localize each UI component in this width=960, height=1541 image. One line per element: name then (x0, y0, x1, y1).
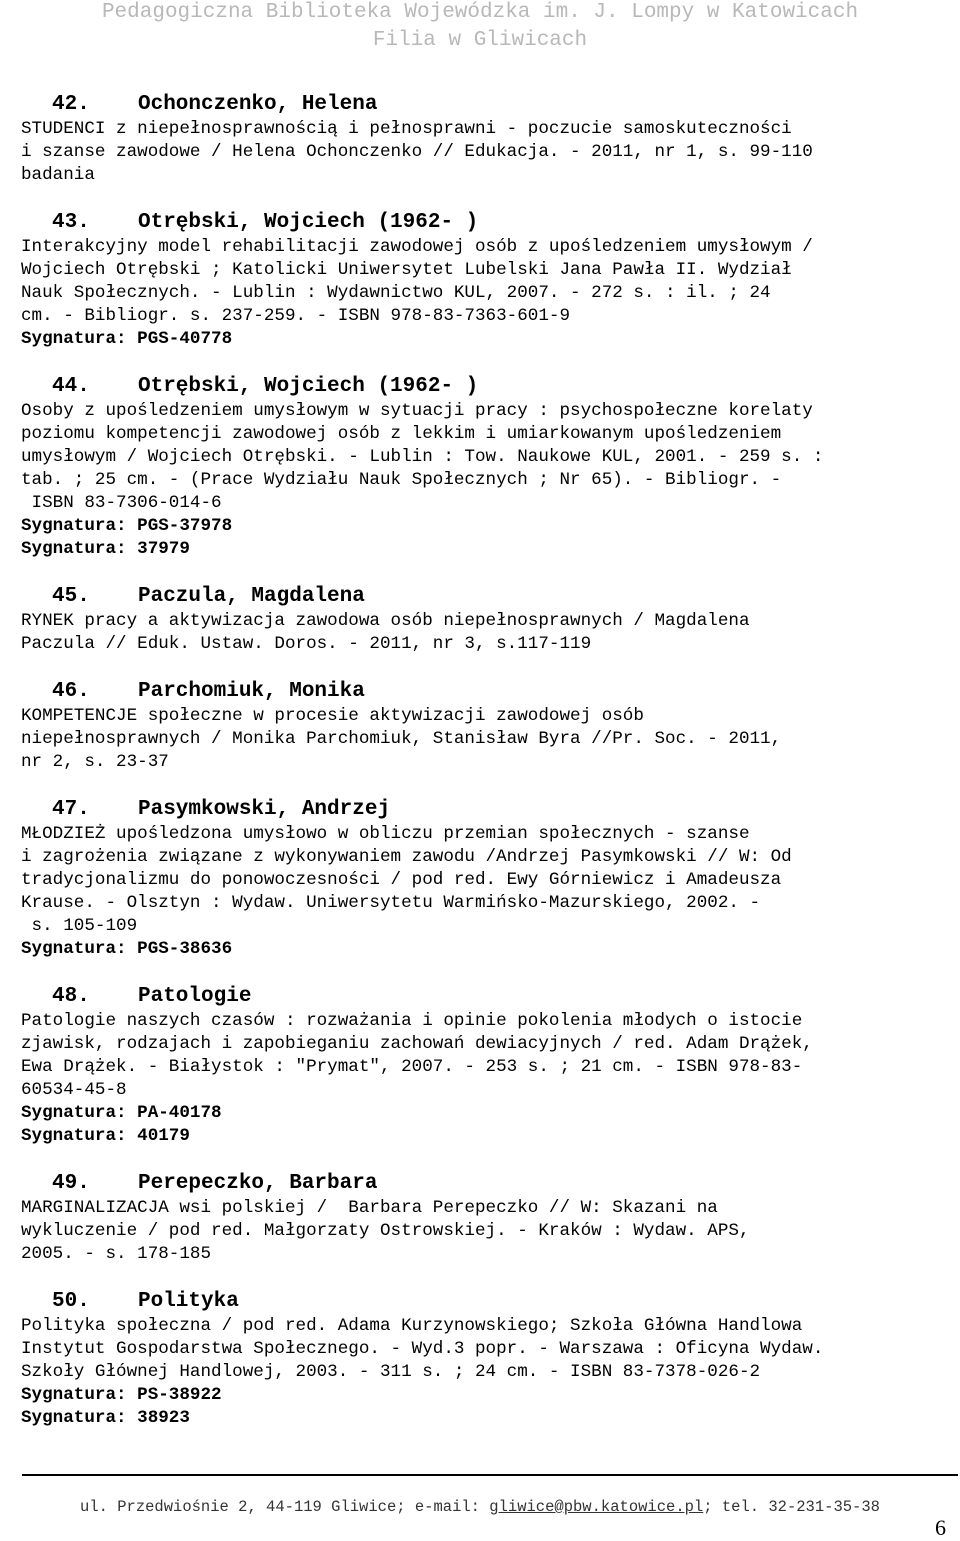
entry-number: 47. (52, 798, 90, 821)
entry-description-line: Wojciech Otrębski ; Katolicki Uniwersytet Lubelski Jana Pawła II. Wydział (21, 260, 792, 280)
entry-description-line: poziomu kompetencji zawodowej osób z lekkim i umiarkowanym upośledzeniem (21, 424, 782, 444)
footer-email-link[interactable]: gliwice@pbw.katowice.pl (489, 1498, 704, 1516)
bibliography-entry (21, 374, 941, 561)
entry-heading (21, 797, 941, 823)
entry-heading (21, 210, 941, 236)
entry-heading (21, 92, 941, 118)
entry-description-line: Patologie naszych czasów : rozważania i opinie pokolenia młodych o istocie (21, 1011, 803, 1031)
entry-signature: Sygnatura: PS-38922 (21, 1385, 222, 1405)
entry-description-line: 2005. - s. 178-185 (21, 1244, 212, 1264)
entry-signature: Sygnatura: PA-40178 (21, 1103, 222, 1123)
page-footer (0, 1496, 960, 1518)
entry-heading (21, 984, 941, 1010)
entry-description-line: niepełnosprawnych / Monika Parchomiuk, Stanisław Byra //Pr. Soc. - 2011, (21, 729, 782, 749)
entry-signature: Sygnatura: PGS-37978 (21, 516, 233, 536)
bibliography-entry (21, 1289, 941, 1430)
entry-heading (21, 679, 941, 705)
entry-description-line: Interakcyjny model rehabilitacji zawodowej osób z upośledzeniem umysłowym / (21, 237, 813, 257)
bibliography-entry (21, 584, 941, 656)
entry-author: Perepeczko, Barbara (138, 1172, 378, 1195)
entry-heading (21, 1289, 941, 1315)
entry-number: 45. (52, 585, 90, 608)
entry-description-line: MŁODZIEŻ upośledzona umysłowo w obliczu przemian społecznych - szanse (21, 824, 750, 844)
page-header (0, 0, 960, 55)
entry-signature: Sygnatura: 40179 (21, 1126, 190, 1146)
bibliography-entry (21, 984, 941, 1148)
entry-description-line: KOMPETENCJE społeczne w procesie aktywizacji zawodowej osób (21, 706, 644, 726)
bibliography-entry (21, 679, 941, 774)
entry-description-line: STUDENCI z niepełnosprawnością i pełnosprawni - poczucie samoskuteczności (21, 119, 792, 139)
entry-description-line: tradycjonalizmu do ponowoczesności / pod red. Ewy Górniewicz i Amadeusza (21, 870, 782, 890)
entry-description-line: i zagrożenia związane z wykonywaniem zawodu /Andrzej Pasymkowski // W: Od (21, 847, 792, 867)
bibliography-entry (21, 797, 941, 961)
entry-number: 43. (52, 211, 90, 234)
entry-description-line: Polityka społeczna / pod red. Adama Kurzynowskiego; Szkoła Główna Handlowa (21, 1316, 803, 1336)
entry-description-line: Instytut Gospodarstwa Społecznego. - Wyd.3 popr. - Warszawa : Oficyna Wydaw. (21, 1339, 824, 1359)
entry-author: Pasymkowski, Andrzej (138, 798, 391, 821)
bibliography-list (21, 92, 941, 1453)
entry-author: Parchomiuk, Monika (138, 680, 365, 703)
entry-heading (21, 374, 941, 400)
entry-number: 46. (52, 680, 90, 703)
entry-description-line: Krause. - Olsztyn : Wydaw. Uniwersytetu Warmińsko-Mazurskiego, 2002. - (21, 893, 761, 913)
entry-number: 48. (52, 985, 90, 1008)
bibliography-entry (21, 92, 941, 187)
entry-author: Patologie (138, 985, 252, 1008)
entry-description-line: zjawisk, rodzajach i zapobieganiu zachowań dewiacyjnych / red. Adam Drążek, (21, 1034, 813, 1054)
entry-description-line: i szanse zawodowe / Helena Ochonczenko // Edukacja. - 2011, nr 1, s. 99-110 (21, 142, 813, 162)
entry-description-line: umysłowym / Wojciech Otrębski. - Lublin : Tow. Naukowe KUL, 2001. - 259 s. : (21, 447, 824, 467)
header-library-name: Pedagogiczna Biblioteka Wojewódzka im. J. Lompy w Katowicach (101, 1, 859, 24)
entry-description-line: ISBN 83-7306-014-6 (21, 493, 222, 513)
page-number: 6 (935, 1515, 946, 1540)
entry-description-line: 60534-45-8 (21, 1080, 127, 1100)
entry-heading (21, 584, 941, 610)
entry-description-line: nr 2, s. 23-37 (21, 752, 169, 772)
entry-number: 50. (52, 1290, 90, 1313)
entry-description-line: tab. ; 25 cm. - (Prace Wydziału Nauk Społecznych ; Nr 65). - Bibliogr. - (21, 470, 782, 490)
header-branch-name: Filia w Gliwicach (372, 29, 588, 52)
entry-author: Paczula, Magdalena (138, 585, 365, 608)
entry-description-line: Osoby z upośledzeniem umysłowym w sytuacji pracy : psychospołeczne korelaty (21, 401, 813, 421)
entry-number: 42. (52, 93, 90, 116)
bibliography-entry (21, 210, 941, 351)
entry-heading (21, 1171, 941, 1197)
entry-author: Polityka (138, 1290, 239, 1313)
footer-address: ul. Przedwiośnie 2, 44-119 Gliwice; e-mail: (80, 1498, 490, 1516)
footer-divider (22, 1474, 958, 1476)
entry-description-line: Nauk Społecznych. - Lublin : Wydawnictwo KUL, 2007. - 272 s. : il. ; 24 (21, 283, 771, 303)
entry-author: Ochonczenko, Helena (138, 93, 378, 116)
bibliography-entry (21, 1171, 941, 1266)
entry-description-line: RYNEK pracy a aktywizacja zawodowa osób niepełnosprawnych / Magdalena (21, 611, 750, 631)
entry-description-line: Paczula // Eduk. Ustaw. Doros. - 2011, nr 3, s.117-119 (21, 634, 592, 654)
entry-description-line: s. 105-109 (21, 916, 138, 936)
entry-number: 49. (52, 1172, 90, 1195)
entry-description-line: MARGINALIZACJA wsi polskiej / Barbara Perepeczko // W: Skazani na (21, 1198, 718, 1218)
entry-description-line: Szkoły Głównej Handlowej, 2003. - 311 s. ; 24 cm. - ISBN 83-7378-026-2 (21, 1362, 761, 1382)
entry-signature: Sygnatura: PGS-40778 (21, 329, 233, 349)
footer-phone: ; tel. 32-231-35-38 (703, 1498, 880, 1516)
entry-author: Otrębski, Wojciech (1962- ) (138, 211, 479, 234)
entry-description-line: Ewa Drążek. - Białystok : "Prymat", 2007. - 253 s. ; 21 cm. - ISBN 978-83- (21, 1057, 803, 1077)
entry-author: Otrębski, Wojciech (1962- ) (138, 375, 479, 398)
entry-description-line: wykluczenie / pod red. Małgorzaty Ostrowskiej. - Kraków : Wydaw. APS, (21, 1221, 750, 1241)
entry-signature: Sygnatura: 37979 (21, 539, 190, 559)
entry-signature: Sygnatura: 38923 (21, 1408, 190, 1428)
entry-signature: Sygnatura: PGS-38636 (21, 939, 233, 959)
entry-description-line: badania (21, 165, 95, 185)
entry-description-line: cm. - Bibliogr. s. 237-259. - ISBN 978-83-7363-601-9 (21, 306, 571, 326)
entry-number: 44. (52, 375, 90, 398)
